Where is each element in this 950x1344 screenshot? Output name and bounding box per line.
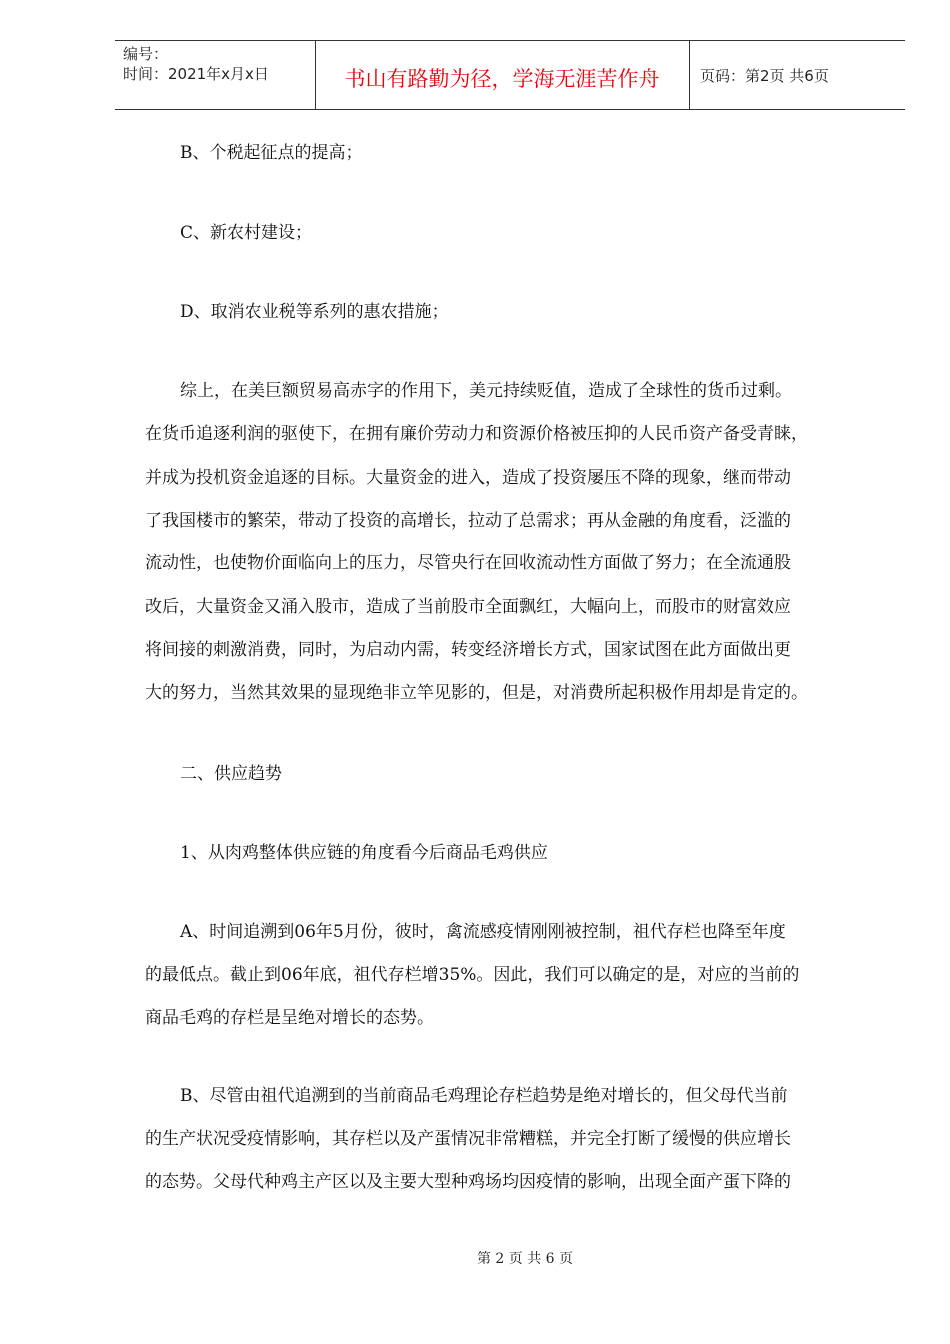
- text-line: B、尽管由祖代追溯到的当前商品毛鸡理论存栏趋势是绝对增长的，但父母代当前: [180, 1086, 788, 1106]
- text-line: 流动性，也使物价面临向上的压力，尽管央行在回收流动性方面做了努力；在全流通股: [145, 553, 791, 573]
- text-line: 1、从肉鸡整体供应链的角度看今后商品毛鸡供应: [180, 843, 548, 863]
- text-line: 在货币追逐利润的驱使下，在拥有廉价劳动力和资源价格被压抑的人民币资产备受青睐，: [145, 424, 808, 444]
- text-line: 的生产状况受疫情影响，其存栏以及产蛋情况非常糟糕，并完全打断了缓慢的供应增长: [145, 1129, 791, 1149]
- footer-page-number: 第 2 页 共 6 页: [476, 1251, 574, 1267]
- time-label: 时间：2021年x月x日: [123, 65, 269, 83]
- text-line: B、个税起征点的提高；: [180, 143, 363, 163]
- motto: 书山有路勤为径，学海无涯苦作舟: [344, 67, 660, 91]
- page-header: [115, 40, 905, 110]
- header-page-cell: [690, 41, 905, 109]
- text-line: 综上，在美巨额贸易高赤字的作用下，美元持续贬值，造成了全球性的货币过剩。: [180, 381, 792, 401]
- page-info: 页码：第2页 共6页: [700, 67, 829, 85]
- text-line: 的最低点。截止到06年底，祖代存栏增35%。因此，我们可以确定的是，对应的当前的: [145, 965, 800, 985]
- text-line: A、时间追溯到06年5月份，彼时，禽流感疫情刚刚被控制，祖代存栏也降至年度: [180, 922, 786, 942]
- page-footer: [0, 1248, 950, 1268]
- text-line: 二、供应趋势: [180, 764, 282, 784]
- number-label: 编号：: [123, 45, 169, 63]
- header-motto-cell: [315, 41, 690, 109]
- text-line: 了我国楼市的繁荣，带动了投资的高增长，拉动了总需求；再从金融的角度看，泛滥的: [145, 511, 791, 531]
- text-line: 的态势。父母代种鸡主产区以及主要大型种鸡场均因疫情的影响，出现全面产蛋下降的: [145, 1172, 791, 1192]
- text-line: 大的努力，当然其效果的显现绝非立竿见影的，但是，对消费所起积极作用却是肯定的。: [145, 683, 808, 703]
- text-line: 改后，大量资金又涌入股市，造成了当前股市全面飘红，大幅向上，而股市的财富效应: [145, 597, 791, 617]
- text-line: C、新农村建设；: [180, 223, 313, 243]
- text-line: D、取消农业税等系列的惠农措施；: [180, 302, 449, 322]
- text-line: 将间接的刺激消费，同时，为启动内需，转变经济增长方式，国家试图在此方面做出更: [145, 640, 791, 660]
- text-line: 并成为投机资金追逐的目标。大量资金的进入，造成了投资屡压不降的现象，继而带动: [145, 468, 791, 488]
- header-meta-cell: [115, 41, 316, 109]
- text-line: 商品毛鸡的存栏是呈绝对增长的态势。: [145, 1008, 434, 1028]
